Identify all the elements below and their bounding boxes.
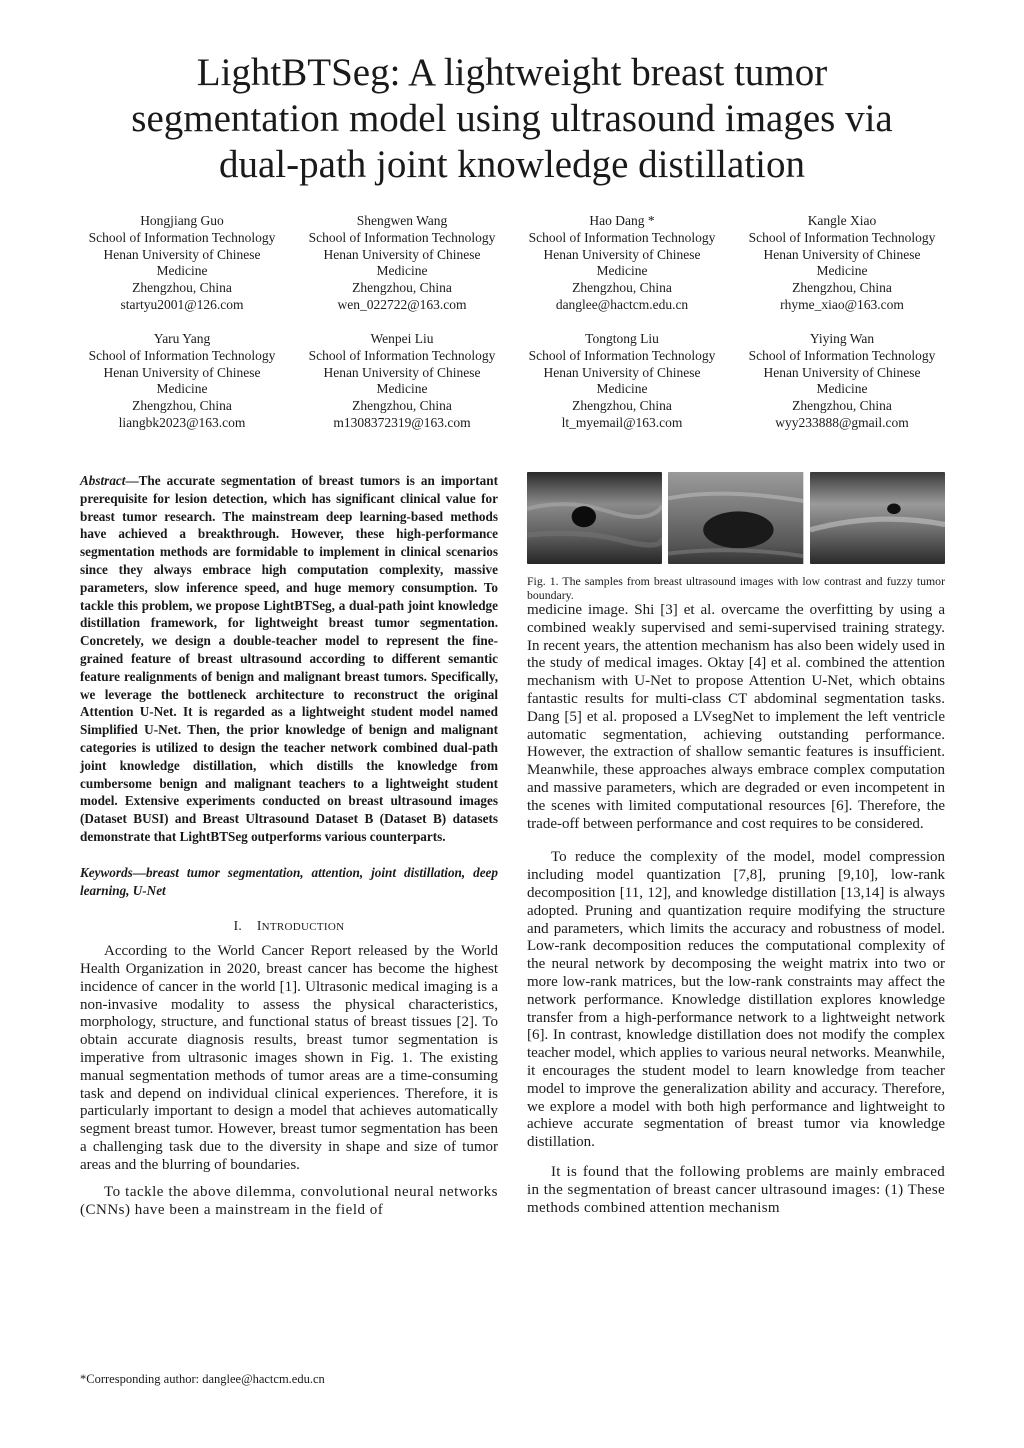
author-dept: School of Information Technology	[528, 229, 716, 245]
author-dept: School of Information Technology	[748, 347, 936, 363]
author-dept: School of Information Technology	[308, 229, 496, 245]
author-univ2: Medicine	[596, 381, 648, 397]
author-email[interactable]: lt_myemail@163.com	[561, 414, 683, 430]
abstract-label: Abstract	[80, 473, 126, 488]
right-column	[527, 472, 945, 1227]
author-univ2: Medicine	[156, 381, 208, 397]
intro-paragraph-1: According to the World Cancer Report released by the World Health Organization in 2020, breast cancer has become the highest incidence of cancer in the world [1]. Ultrasonic medical imaging is a non-invasive modality to assess the physical characteristics, morphology, structure, and functional status of breast tissues [2]. To obtain accurate diagnosis results, breast tumor segmentation is imperative from ultrasonic images shown in Fig. 1. The existing manual segmentation methods of tumor areas are a time-consuming task and depend on individual clinical experiences. Therefore, it is particularly important to design a model that achieves automatically segment breast tumor. However, breast tumor segmentation has been a challenging task due to the diversity in shape and size of tumor areas and the blurring of boundaries.	[80, 943, 498, 1173]
author-name: Hao Dang *	[589, 213, 655, 228]
keywords: Keywords—breast tumor segmentation, attention, joint distillation, deep learning, U-Net	[80, 864, 498, 898]
author-email[interactable]: danglee@hactcm.edu.cn	[555, 296, 689, 312]
author-block	[292, 331, 512, 432]
author-univ: Henan University of Chinese	[543, 364, 701, 380]
author-dept: School of Information Technology	[88, 229, 276, 245]
author-city: Zhengzhou, China	[352, 398, 452, 414]
author-name: Kangle Xiao	[807, 213, 877, 228]
author-name: Yaru Yang	[153, 331, 211, 346]
abstract	[80, 472, 498, 846]
author-block	[512, 331, 732, 432]
author-name: Wenpei Liu	[370, 331, 434, 346]
figure-1	[527, 472, 945, 564]
author-city: Zhengzhou, China	[792, 398, 892, 414]
section-title-rest: NTRODUCTION	[261, 921, 345, 934]
author-city: Zhengzhou, China	[792, 280, 892, 296]
right-paragraph-3: It is found that the following problems are mainly embraced in the segmentation of breast cancer ultrasound images: (1) These methods combined attention mechanism	[527, 1163, 945, 1216]
author-block	[732, 331, 952, 432]
section-number: I.	[233, 918, 243, 934]
author-block	[512, 213, 732, 314]
author-univ: Henan University of Chinese	[103, 246, 261, 262]
author-row-2	[72, 331, 952, 432]
author-univ: Henan University of Chinese	[103, 364, 261, 380]
author-city: Zhengzhou, China	[572, 398, 672, 414]
author-univ2: Medicine	[596, 263, 648, 279]
right-paragraph-1: medicine image. Shi [3] et al. overcame the overfitting by using a combined weakly supervised and semi-supervised training strategy. In recent years, the attention mechanism has also been widely used in the study of medical images. Oktay [4] et al. combined the attention mechanism with U-Net to propose Attention U-Net, which obtains fantastic results for multi-class CT abdominal segmentation tasks. Dang [5] et al. proposed a LVsegNet to implement the left ventricle automatic segmentation, achieving outstanding performance. However, the extraction of shallow semantic features is insufficient. Meanwhile, these approaches always embrace complex computation and massive parameters, which are degraded or even incompetent in the scenes with limited computational resources [6]. Therefore, the trade-off between performance and cost requires to be considered.	[527, 602, 945, 832]
paper-title	[80, 50, 944, 188]
abstract-text: —The accurate segmentation of breast tumors is an important prerequisite for lesion detection, which has significant clinical value for breast tumor research. The mainstream deep learning-based methods have achieved a breakthrough. However, these high-performance segmentation methods are formidable to implement in clinical scenarios since they always embrace high computation complexity, massive parameters, slow inference speed, and huge memory consumption. To tackle this problem, we propose LightBTSeg, a dual-path joint knowledge distillation framework, for lightweight breast tumor segmentation. Concretely, we design a double-teacher model to represent the fine-grained feature of breast ultrasound according to different semantic feature realignments of benign and malignant breast tumors. Specifically, we leverage the bottleneck architecture to reconstruct the original Attention U-Net. It is regarded as a lightweight student model named Simplified U-Net. Then, the prior knowledge of benign and malignant categories is utilized to design the teacher network combined dual-path joint knowledge distillation, which distills the knowledge from cumbersome benign and malignant teachers to a lightweight student model. Extensive experiments conducted on breast ultrasound images (Dataset BUSI) and Breast Ultrasound Dataset B (Dataset B) datasets demonstrate that LightBTSeg outperforms various counterparts.	[80, 473, 498, 844]
author-city: Zhengzhou, China	[572, 280, 672, 296]
author-univ: Henan University of Chinese	[763, 246, 921, 262]
author-name: Tongtong Liu	[585, 331, 659, 346]
section-heading-introduction	[80, 917, 498, 937]
author-name: Yiying Wan	[809, 331, 875, 346]
author-univ: Henan University of Chinese	[543, 246, 701, 262]
author-email[interactable]: wen_022722@163.com	[337, 296, 467, 312]
author-name: Hongjiang Guo	[140, 213, 224, 228]
author-email[interactable]: startyu2001@126.com	[120, 296, 244, 312]
author-row-1	[72, 213, 952, 314]
author-univ2: Medicine	[376, 263, 428, 279]
ultrasound-image-1	[527, 472, 662, 564]
author-email[interactable]: rhyme_xiao@163.com	[780, 296, 904, 312]
title-line-2: segmentation model using ultrasound images via	[131, 97, 893, 140]
author-univ: Henan University of Chinese	[323, 364, 481, 380]
author-email[interactable]: liangbk2023@163.com	[118, 414, 246, 430]
author-dept: School of Information Technology	[748, 229, 936, 245]
author-city: Zhengzhou, China	[132, 398, 232, 414]
author-univ: Henan University of Chinese	[323, 246, 481, 262]
author-city: Zhengzhou, China	[352, 280, 452, 296]
corresponding-author-footnote: *Corresponding author: danglee@hactcm.edu.cn	[80, 1372, 325, 1386]
author-dept: School of Information Technology	[528, 347, 716, 363]
author-name: Shengwen Wang	[356, 213, 448, 228]
author-univ: Henan University of Chinese	[763, 364, 921, 380]
author-univ2: Medicine	[376, 381, 428, 397]
author-email[interactable]: wyy233888@gmail.com	[775, 414, 909, 430]
ultrasound-image-3	[810, 472, 945, 564]
title-line-1: LightBTSeg: A lightweight breast tumor	[196, 51, 828, 94]
figure-1-caption: Fig. 1. The samples from breast ultrasound images with low contrast and fuzzy tumor boundary.	[527, 574, 945, 602]
ultrasound-image-2	[668, 472, 803, 564]
author-block	[72, 213, 292, 314]
right-paragraph-2: To reduce the complexity of the model, model compression including model quantization [7,8], pruning [9,10], low-rank decomposition [11, 12], and knowledge distillation [13,14] is always adopted. Pruning and quantization require modifying the structure and parameters, which limits the accuracy and robustness of model. Low-rank decomposition reduces the computational complexity of the neural network by decomposing the weight matrix into two or more low-rank matrices, but the low-rank constraints may affect the network performance. Knowledge distillation explores knowledge transfer from a high-performance network to a lightweight network [6]. In contrast, knowledge distillation does not modify the complex teacher model, which applies to various neural networks. Meanwhile, it encourages the student model to learn knowledge from teacher model to improve the generalization ability and accuracy. Therefore, we explore a model with both high performance and lightweight to achieve accurate segmentation of breast tumor via knowledge distillation.	[527, 849, 945, 1151]
author-email[interactable]: m1308372319@163.com	[333, 414, 471, 430]
author-block	[72, 331, 292, 432]
author-block	[292, 213, 512, 314]
title-line-3: dual-path joint knowledge distillation	[219, 143, 805, 186]
author-city: Zhengzhou, China	[132, 280, 232, 296]
left-column	[80, 472, 498, 1230]
author-univ2: Medicine	[816, 263, 868, 279]
section-title-first: I	[256, 918, 262, 934]
author-dept: School of Information Technology	[88, 347, 276, 363]
author-dept: School of Information Technology	[308, 347, 496, 363]
author-univ2: Medicine	[156, 263, 208, 279]
author-univ2: Medicine	[816, 381, 868, 397]
intro-paragraph-2: To tackle the above dilemma, convolutional neural networks (CNNs) have been a mainstream in the field of	[80, 1184, 498, 1219]
author-block	[732, 213, 952, 314]
